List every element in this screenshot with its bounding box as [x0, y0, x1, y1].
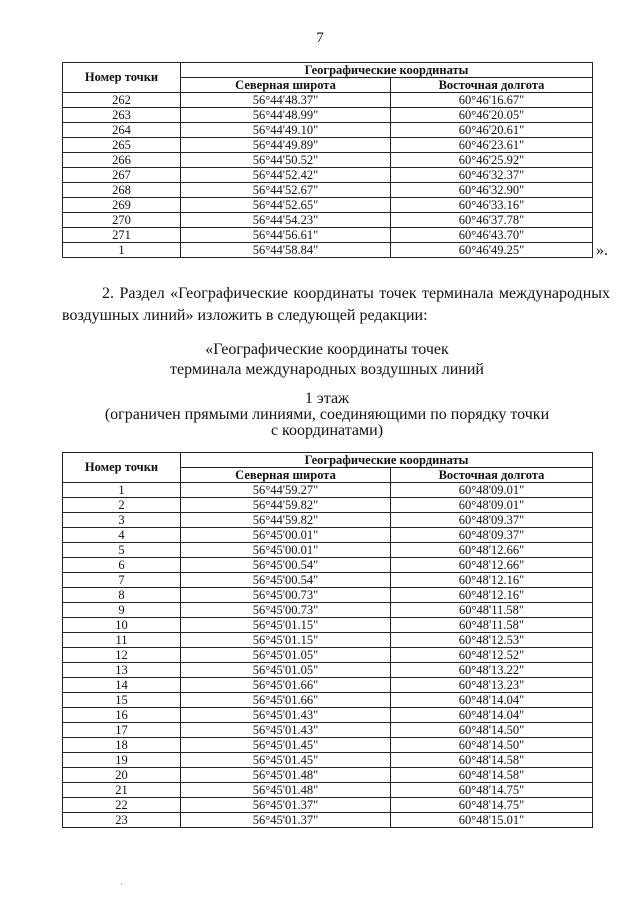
table-row: [63, 693, 593, 708]
section-title-line-1: «Географические координаты точек: [205, 341, 449, 358]
latitude-cell: 56°45'01.45": [181, 738, 391, 753]
point-number-cell: 264: [63, 123, 181, 138]
latitude-cell: 56°44'59.82": [181, 498, 391, 513]
longitude-cell: 60°48'09.01": [391, 498, 593, 513]
latitude-cell: 56°45'00.73": [181, 603, 391, 618]
table-row: [63, 588, 593, 603]
closing-quote: ».: [596, 242, 608, 259]
point-number-cell: 271: [63, 228, 181, 243]
table-row: [63, 93, 593, 108]
page-number: 7: [316, 30, 324, 46]
bounds-description-line-1: (ограничен прямыми линиями, соединяющими по порядку точки: [104, 406, 550, 423]
point-number-cell: 15: [63, 693, 181, 708]
table-row: [63, 498, 593, 513]
latitude-cell: 56°45'01.43": [181, 708, 391, 723]
table-row: [63, 663, 593, 678]
header-north-latitude: Северная широта: [181, 468, 391, 483]
point-number-cell: 19: [63, 753, 181, 768]
latitude-cell: 56°44'48.99": [181, 108, 391, 123]
latitude-cell: 56°45'01.37": [181, 813, 391, 828]
header-east-longitude: Восточная долгота: [391, 468, 593, 483]
table-row: [63, 753, 593, 768]
header-point-number: Номер точки: [63, 63, 181, 93]
table-row: [63, 183, 593, 198]
longitude-cell: 60°48'15.01": [391, 813, 593, 828]
point-number-cell: 11: [63, 633, 181, 648]
point-number-cell: 5: [63, 543, 181, 558]
latitude-cell: 56°44'58.84": [181, 243, 391, 258]
table-row: [63, 123, 593, 138]
longitude-cell: 60°46'37.78": [391, 213, 593, 228]
longitude-cell: 60°48'14.50": [391, 723, 593, 738]
latitude-cell: 56°44'52.67": [181, 183, 391, 198]
point-number-cell: 2: [63, 498, 181, 513]
point-number-cell: 270: [63, 213, 181, 228]
point-number-cell: 8: [63, 588, 181, 603]
table-row: [63, 573, 593, 588]
longitude-cell: 60°48'14.58": [391, 768, 593, 783]
point-number-cell: 266: [63, 153, 181, 168]
table-row: [63, 543, 593, 558]
table-row: [63, 243, 593, 258]
header-point-number: Номер точки: [63, 453, 181, 483]
latitude-cell: 56°44'56.61": [181, 228, 391, 243]
longitude-cell: 60°46'25.92": [391, 153, 593, 168]
longitude-cell: 60°48'12.16": [391, 588, 593, 603]
point-number-cell: 1: [63, 243, 181, 258]
point-number-cell: 17: [63, 723, 181, 738]
point-number-cell: 263: [63, 108, 181, 123]
latitude-cell: 56°44'52.42": [181, 168, 391, 183]
longitude-cell: 60°48'12.66": [391, 558, 593, 573]
longitude-cell: 60°48'11.58": [391, 603, 593, 618]
table-row: [63, 813, 593, 828]
latitude-cell: 56°44'49.10": [181, 123, 391, 138]
latitude-cell: 56°45'01.43": [181, 723, 391, 738]
longitude-cell: 60°46'32.37": [391, 168, 593, 183]
longitude-cell: 60°46'20.61": [391, 123, 593, 138]
longitude-cell: 60°46'43.70": [391, 228, 593, 243]
longitude-cell: 60°48'14.04": [391, 693, 593, 708]
point-number-cell: 268: [63, 183, 181, 198]
table-row: [63, 528, 593, 543]
table-row: [63, 633, 593, 648]
table-row: [63, 213, 593, 228]
bounds-description-line-2: с координатами): [270, 422, 384, 439]
point-number-cell: 23: [63, 813, 181, 828]
latitude-cell: 56°45'01.05": [181, 648, 391, 663]
latitude-cell: 56°45'01.37": [181, 798, 391, 813]
table-row: [63, 678, 593, 693]
point-number-cell: 269: [63, 198, 181, 213]
table-row: [63, 168, 593, 183]
latitude-cell: 56°45'00.54": [181, 573, 391, 588]
longitude-cell: 60°48'13.23": [391, 678, 593, 693]
longitude-cell: 60°48'12.52": [391, 648, 593, 663]
longitude-cell: 60°46'16.67": [391, 93, 593, 108]
longitude-cell: 60°46'32.90": [391, 183, 593, 198]
point-number-cell: 262: [63, 93, 181, 108]
latitude-cell: 56°45'01.48": [181, 783, 391, 798]
point-number-cell: 12: [63, 648, 181, 663]
longitude-cell: 60°48'12.66": [391, 543, 593, 558]
point-number-cell: 21: [63, 783, 181, 798]
table-row: [63, 138, 593, 153]
longitude-cell: 60°46'23.61": [391, 138, 593, 153]
latitude-cell: 56°45'01.66": [181, 678, 391, 693]
latitude-cell: 56°45'01.05": [181, 663, 391, 678]
coordinates-table-2: [62, 452, 593, 828]
latitude-cell: 56°44'50.52": [181, 153, 391, 168]
point-number-cell: 22: [63, 798, 181, 813]
table-row: [63, 783, 593, 798]
point-number-cell: 1: [63, 483, 181, 498]
longitude-cell: 60°46'20.05": [391, 108, 593, 123]
amendment-paragraph: 2. Раздел «Географические координаты точек терминала международных воздушных линий» изложить в следующей редакции:: [62, 285, 610, 324]
longitude-cell: 60°48'09.37": [391, 513, 593, 528]
table-row: [63, 108, 593, 123]
point-number-cell: 3: [63, 513, 181, 528]
latitude-cell: 56°45'01.48": [181, 768, 391, 783]
longitude-cell: 60°48'11.58": [391, 618, 593, 633]
longitude-cell: 60°48'12.53": [391, 633, 593, 648]
header-north-latitude: Северная широта: [181, 78, 391, 93]
table-row: [63, 228, 593, 243]
table-row: [63, 723, 593, 738]
longitude-cell: 60°48'14.04": [391, 708, 593, 723]
latitude-cell: 56°45'01.15": [181, 633, 391, 648]
table-row: [63, 198, 593, 213]
table-row: [63, 483, 593, 498]
latitude-cell: 56°44'54.23": [181, 213, 391, 228]
longitude-cell: 60°48'09.37": [391, 528, 593, 543]
table-1-body: [63, 93, 593, 258]
latitude-cell: 56°44'48.37": [181, 93, 391, 108]
latitude-cell: 56°44'52.65": [181, 198, 391, 213]
latitude-cell: 56°45'00.01": [181, 543, 391, 558]
table-row: [63, 558, 593, 573]
table-row: [63, 603, 593, 618]
point-number-cell: 9: [63, 603, 181, 618]
table-row: [63, 153, 593, 168]
point-number-cell: 13: [63, 663, 181, 678]
point-number-cell: 10: [63, 618, 181, 633]
table-row: [63, 513, 593, 528]
point-number-cell: 6: [63, 558, 181, 573]
longitude-cell: 60°46'49.25": [391, 243, 593, 258]
latitude-cell: 56°44'59.27": [181, 483, 391, 498]
table-row: [63, 768, 593, 783]
latitude-cell: 56°45'01.45": [181, 753, 391, 768]
point-number-cell: 14: [63, 678, 181, 693]
latitude-cell: 56°44'49.89": [181, 138, 391, 153]
point-number-cell: 16: [63, 708, 181, 723]
point-number-cell: 4: [63, 528, 181, 543]
point-number-cell: 265: [63, 138, 181, 153]
point-number-cell: 20: [63, 768, 181, 783]
header-geo-coordinates: Географические координаты: [181, 453, 593, 468]
longitude-cell: 60°48'14.75": [391, 783, 593, 798]
latitude-cell: 56°45'00.73": [181, 588, 391, 603]
longitude-cell: 60°46'33.16": [391, 198, 593, 213]
coordinates-table-1: [62, 62, 593, 258]
latitude-cell: 56°45'01.15": [181, 618, 391, 633]
table-row: [63, 708, 593, 723]
longitude-cell: 60°48'12.16": [391, 573, 593, 588]
longitude-cell: 60°48'09.01": [391, 483, 593, 498]
header-geo-coordinates: Географические координаты: [181, 63, 593, 78]
header-east-longitude: Восточная долгота: [391, 78, 593, 93]
table-2-body: [63, 483, 593, 828]
longitude-cell: 60°48'13.22": [391, 663, 593, 678]
point-number-cell: 267: [63, 168, 181, 183]
table-row: [63, 618, 593, 633]
longitude-cell: 60°48'14.58": [391, 753, 593, 768]
longitude-cell: 60°48'14.50": [391, 738, 593, 753]
point-number-cell: 18: [63, 738, 181, 753]
table-row: [63, 648, 593, 663]
latitude-cell: 56°44'59.82": [181, 513, 391, 528]
floor-label: 1 этаж: [304, 390, 350, 407]
section-title-line-2: терминала международных воздушных линий: [170, 361, 484, 378]
point-number-cell: 7: [63, 573, 181, 588]
table-row: [63, 798, 593, 813]
latitude-cell: 56°45'00.54": [181, 558, 391, 573]
longitude-cell: 60°48'14.75": [391, 798, 593, 813]
latitude-cell: 56°45'00.01": [181, 528, 391, 543]
table-row: [63, 738, 593, 753]
scan-speck: ·: [120, 880, 124, 891]
latitude-cell: 56°45'01.66": [181, 693, 391, 708]
